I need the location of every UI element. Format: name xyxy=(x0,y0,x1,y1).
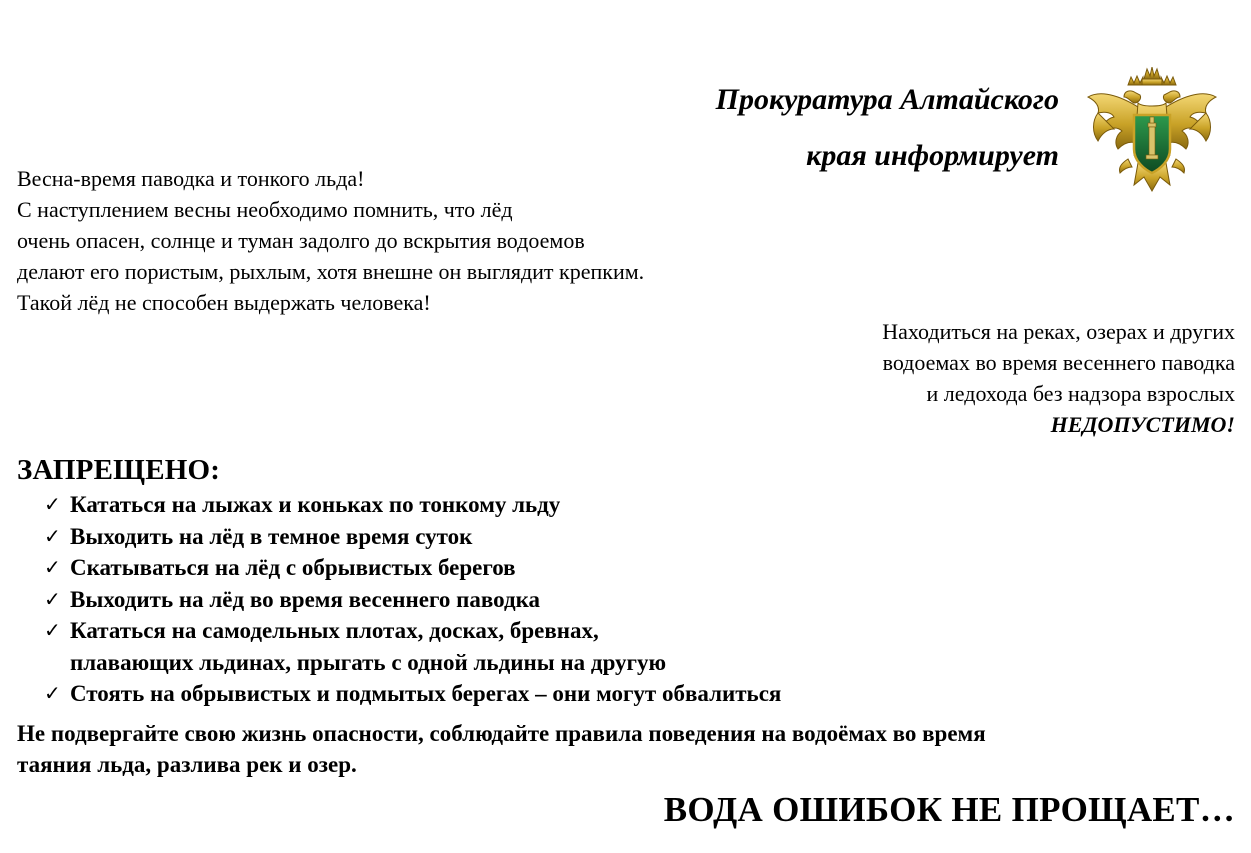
intro-line: Весна-время паводка и тонкого льда! xyxy=(17,166,365,191)
intro-line: очень опасен, солнце и туман задолго до вскрытия водоемов xyxy=(17,228,585,253)
safety-advice xyxy=(17,718,1217,780)
prosecutor-emblem-icon xyxy=(1084,67,1220,197)
warning-line: водоемах во время весеннего паводка xyxy=(882,350,1235,375)
advice-line: Не подвергайте свою жизнь опасности, соблюдайте правила поведения на водоёмах во время xyxy=(17,721,986,746)
list-item-text: Стоять на обрывистых и подмытых берегах – они могут обвалиться xyxy=(70,681,782,706)
list-item-text: Выходить на лёд во время весеннего паводка xyxy=(70,586,540,612)
checkmark-icon: ✓ xyxy=(44,681,61,705)
slogan: ВОДА ОШИБОК НЕ ПРОЩАЕТ… xyxy=(663,790,1235,829)
header-title-line: Прокуратура Алтайского xyxy=(715,83,1059,116)
checkmark-icon: ✓ xyxy=(44,586,61,611)
eagle-heads xyxy=(1124,91,1180,103)
warning-line: и ледохода без надзора взрослых xyxy=(926,381,1235,406)
checkmark-icon: ✓ xyxy=(44,492,61,516)
checkmark-icon: ✓ xyxy=(44,618,61,642)
prohibited-list xyxy=(44,489,964,710)
intro-paragraph xyxy=(17,163,837,318)
intro-line: делают его пористым, рыхлым, хотя внешне он выглядит крепким. xyxy=(17,259,645,284)
crowns xyxy=(1128,67,1176,85)
list-item xyxy=(44,521,964,553)
list-item-text-continued: плавающих льдинах, прыгать с одной льдины на другую xyxy=(70,649,667,675)
checkmark-icon: ✓ xyxy=(44,523,61,548)
list-item-text: Кататься на самодельных плотах, досках, бревнах, xyxy=(70,618,599,643)
list-item-text: Скатываться на лёд с обрывистых берегов xyxy=(70,555,516,580)
list-item-text: Кататься на лыжах и коньках по тонкому льду xyxy=(70,492,561,517)
advice-line: таяния льда, разлива рек и озер. xyxy=(17,752,357,777)
prohibited-heading: ЗАПРЕЩЕНО: xyxy=(17,454,221,486)
list-item-text: Выходить на лёд в темное время суток xyxy=(70,523,473,549)
warning-emphasis: НЕДОПУСТИМО! xyxy=(1050,412,1235,437)
list-item xyxy=(44,489,964,521)
warning-paragraph xyxy=(675,316,1235,440)
intro-line: С наступлением весны необходимо помнить, что лёд xyxy=(17,197,513,222)
intro-line: Такой лёд не способен выдержать человека! xyxy=(17,290,431,315)
header-title-line: края информирует xyxy=(806,139,1059,172)
warning-line: Находиться на реках, озерах и других xyxy=(882,319,1235,344)
list-item xyxy=(44,584,964,616)
checkmark-icon: ✓ xyxy=(44,555,61,579)
list-item xyxy=(44,552,964,584)
list-item xyxy=(44,678,964,710)
list-item xyxy=(44,615,964,678)
